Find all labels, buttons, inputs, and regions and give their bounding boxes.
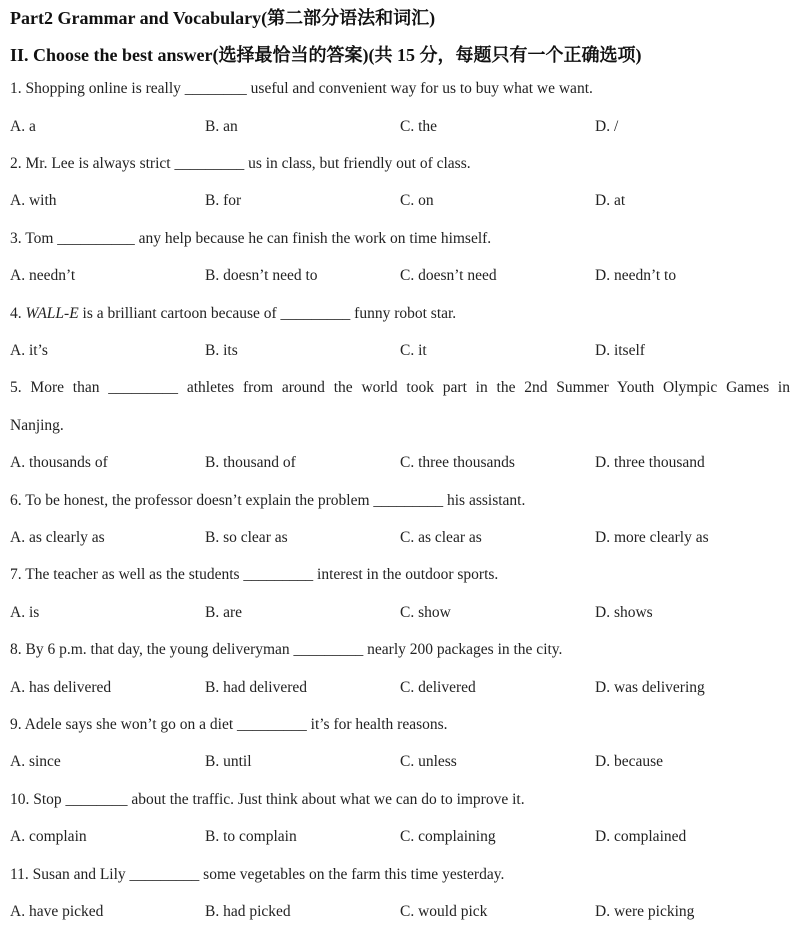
q5-option-a: A. thousands of <box>10 454 108 471</box>
q10-option-b: B. to complain <box>205 828 297 845</box>
q6-option-d: D. more clearly as <box>595 529 709 546</box>
question-4-stem <box>10 305 456 323</box>
q11-option-b: B. had picked <box>205 903 291 920</box>
q9-option-a: A. since <box>10 753 61 770</box>
q4-option-b: B. its <box>205 342 238 359</box>
q2-option-d: D. at <box>595 192 626 209</box>
q2-option-c: C. on <box>400 192 434 209</box>
q7-option-d: D. shows <box>595 604 653 621</box>
q5-option-d: D. three thousand <box>595 454 705 471</box>
q1-option-c: C. the <box>400 118 438 135</box>
question-7-stem: 7. The teacher as well as the students _________ interest in the outdoor sports. <box>10 566 499 583</box>
q7-option-b: B. are <box>205 604 243 621</box>
section-heading: II. Choose the best answer(选择最恰当的答案)(共 15 分，每题只有一个正确选项) <box>10 45 642 65</box>
question-2-stem: 2. Mr. Lee is always strict _________ us in class, but friendly out of class. <box>10 155 471 172</box>
q4-option-a: A. it’s <box>10 342 48 359</box>
q10-option-d: D. complained <box>595 828 687 845</box>
q11-option-a: A. have picked <box>10 903 104 920</box>
q1-option-d: D. / <box>595 118 619 135</box>
q7-option-a: A. is <box>10 604 40 621</box>
q4-title-italic: WALL-E <box>25 305 79 322</box>
question-11-stem: 11. Susan and Lily _________ some vegetables on the farm this time yesterday. <box>10 866 505 883</box>
q6-option-b: B. so clear as <box>205 529 288 546</box>
q6-option-a: A. as clearly as <box>10 529 105 546</box>
question-5-stem: 5. More than _________ athletes from around the world took part in the 2nd Summer Youth Olympic Games in <box>10 379 790 396</box>
part-heading: Part2 Grammar and Vocabulary(第二部分语法和词汇) <box>10 8 436 28</box>
q1-option-b: B. an <box>205 118 238 135</box>
q4-option-c: C. it <box>400 342 427 359</box>
q9-option-c: C. unless <box>400 753 457 770</box>
q6-option-c: C. as clear as <box>400 529 482 546</box>
q8-option-d: D. was delivering <box>595 679 705 696</box>
q5-option-c: C. three thousands <box>400 454 515 471</box>
question-10-stem: 10. Stop ________ about the traffic. Just think about what we can do to improve it. <box>10 791 525 808</box>
q10-option-a: A. complain <box>10 828 87 845</box>
q1-option-a: A. a <box>10 118 36 135</box>
q8-option-a: A. has delivered <box>10 679 112 696</box>
q11-option-c: C. would pick <box>400 903 488 920</box>
q7-option-c: C. show <box>400 604 451 621</box>
q3-option-d: D. needn’t to <box>595 267 677 284</box>
question-6-stem: 6. To be honest, the professor doesn’t explain the problem _________ his assistant. <box>10 492 526 509</box>
q9-option-d: D. because <box>595 753 663 770</box>
q10-option-c: C. complaining <box>400 828 496 845</box>
q5-option-b: B. thousand of <box>205 454 296 471</box>
q11-option-d: D. were picking <box>595 903 695 920</box>
q2-option-b: B. for <box>205 192 242 209</box>
q2-option-a: A. with <box>10 192 57 209</box>
question-5-stem-continued: Nanjing. <box>10 417 64 434</box>
q8-option-b: B. had delivered <box>205 679 308 696</box>
question-8-stem: 8. By 6 p.m. that day, the young deliveryman _________ nearly 200 packages in the city. <box>10 641 563 658</box>
q4-number: 4. <box>10 305 26 322</box>
q3-option-a: A. needn’t <box>10 267 76 284</box>
q3-option-b: B. doesn’t need to <box>205 267 318 284</box>
q4-option-d: D. itself <box>595 342 645 359</box>
q8-option-c: C. delivered <box>400 679 476 696</box>
question-9-stem: 9. Adele says she won’t go on a diet _________ it’s for health reasons. <box>10 716 448 733</box>
q3-option-c: C. doesn’t need <box>400 267 497 284</box>
q4-stem-rest: is a brilliant cartoon because of _________ funny robot star. <box>78 305 457 322</box>
q9-option-b: B. until <box>205 753 252 770</box>
question-3-stem: 3. Tom __________ any help because he can finish the work on time himself. <box>10 230 492 247</box>
question-1-stem: 1. Shopping online is really ________ useful and convenient way for us to buy what we want. <box>10 80 593 97</box>
